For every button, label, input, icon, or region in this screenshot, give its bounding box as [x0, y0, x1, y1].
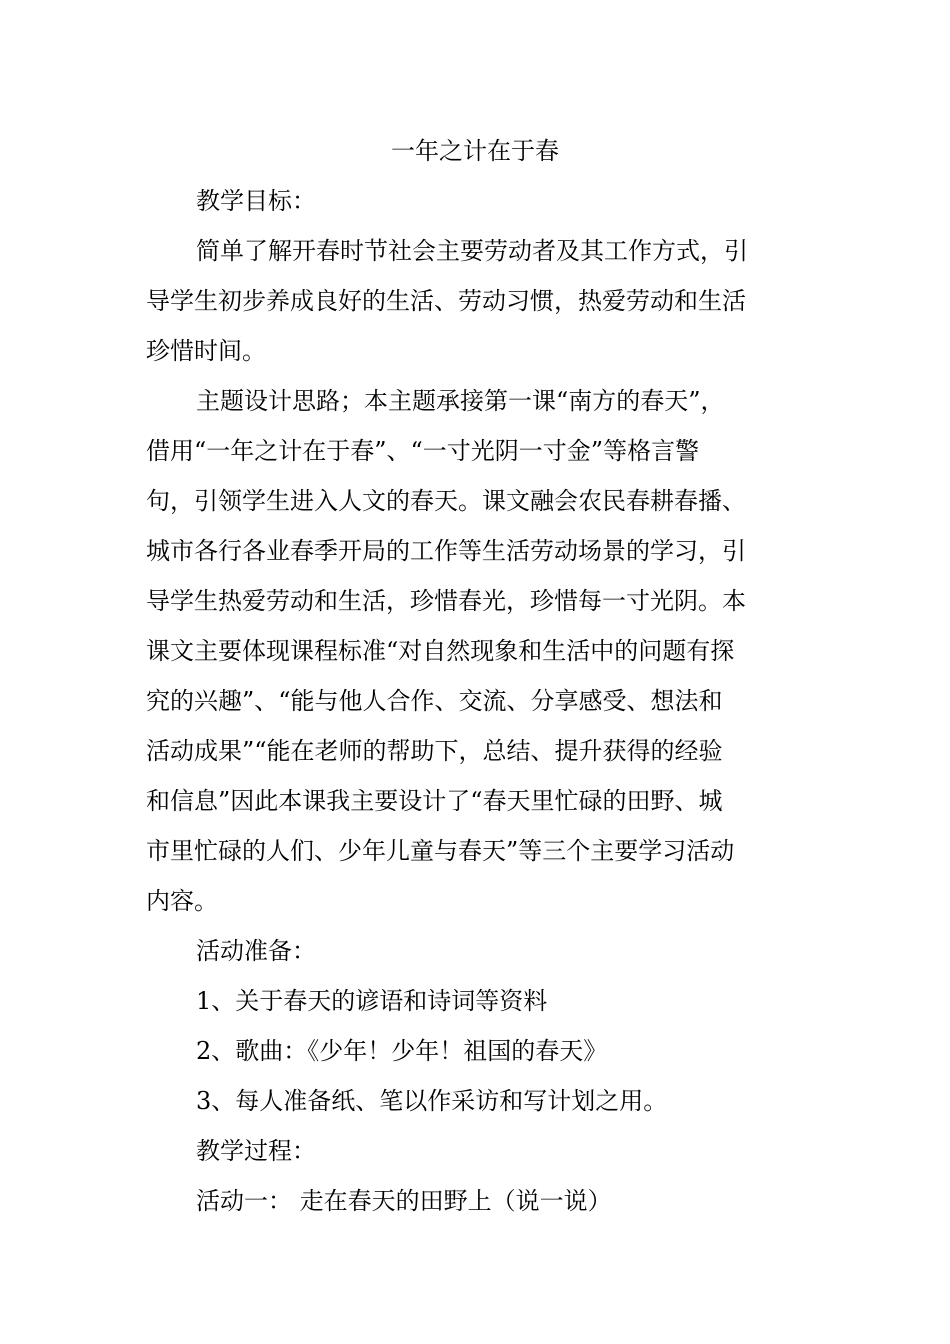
goals-line-1: 简单了解开春时节社会主要劳动者及其工作方式，引	[196, 237, 748, 265]
document-title: 一年之计在于春	[391, 137, 559, 165]
design-line-8: 活动成果”“能在老师的帮助下，总结、提升获得的经验	[146, 737, 723, 765]
prep-item-2: 2、歌曲：《少年！少年！祖国的春天》	[196, 1037, 608, 1065]
design-line-6: 课文主要体现课程标准“对自然现象和生活中的问题有探	[146, 637, 735, 665]
design-line-9: 和信息”因此本课我主要设计了“春天里忙碌的田野、城	[146, 787, 723, 815]
goals-line-3: 珍惜时间。	[146, 337, 266, 365]
prep-item-3: 3、每人准备纸、笔以作采访和写计划之用。	[196, 1087, 668, 1115]
heading-teaching-process: 教学过程：	[196, 1137, 316, 1165]
design-line-3: 句，引领学生进入人文的春天。课文融会农民春耕春播、	[146, 487, 746, 515]
activity-one-heading: 活动一： 走在春天的田野上（说一说）	[196, 1187, 612, 1215]
design-line-11: 内容。	[146, 887, 218, 915]
goals-line-2: 导学生初步养成良好的生活、劳动习惯，热爱劳动和生活	[146, 287, 746, 315]
heading-activity-prep: 活动准备：	[196, 937, 316, 965]
design-line-7: 究的兴趣”、“能与他人合作、交流、分享感受、想法和	[146, 687, 723, 715]
heading-teaching-goals: 教学目标：	[196, 187, 316, 215]
prep-item-1: 1、关于春天的谚语和诗词等资料	[196, 987, 548, 1015]
design-line-4: 城市各行各业春季开局的工作等生活劳动场景的学习，引	[146, 537, 746, 565]
design-line-2: 借用“一年之计在于春”、“一寸光阴一寸金”等格言警	[146, 437, 700, 465]
design-line-5: 导学生热爱劳动和生活，珍惜春光，珍惜每一寸光阴。本	[146, 587, 746, 615]
design-line-1: 主题设计思路；本主题承接第一课“南方的春天”，	[196, 387, 725, 415]
design-line-10: 市里忙碌的人们、少年儿童与春天”等三个主要学习活动	[146, 837, 735, 865]
